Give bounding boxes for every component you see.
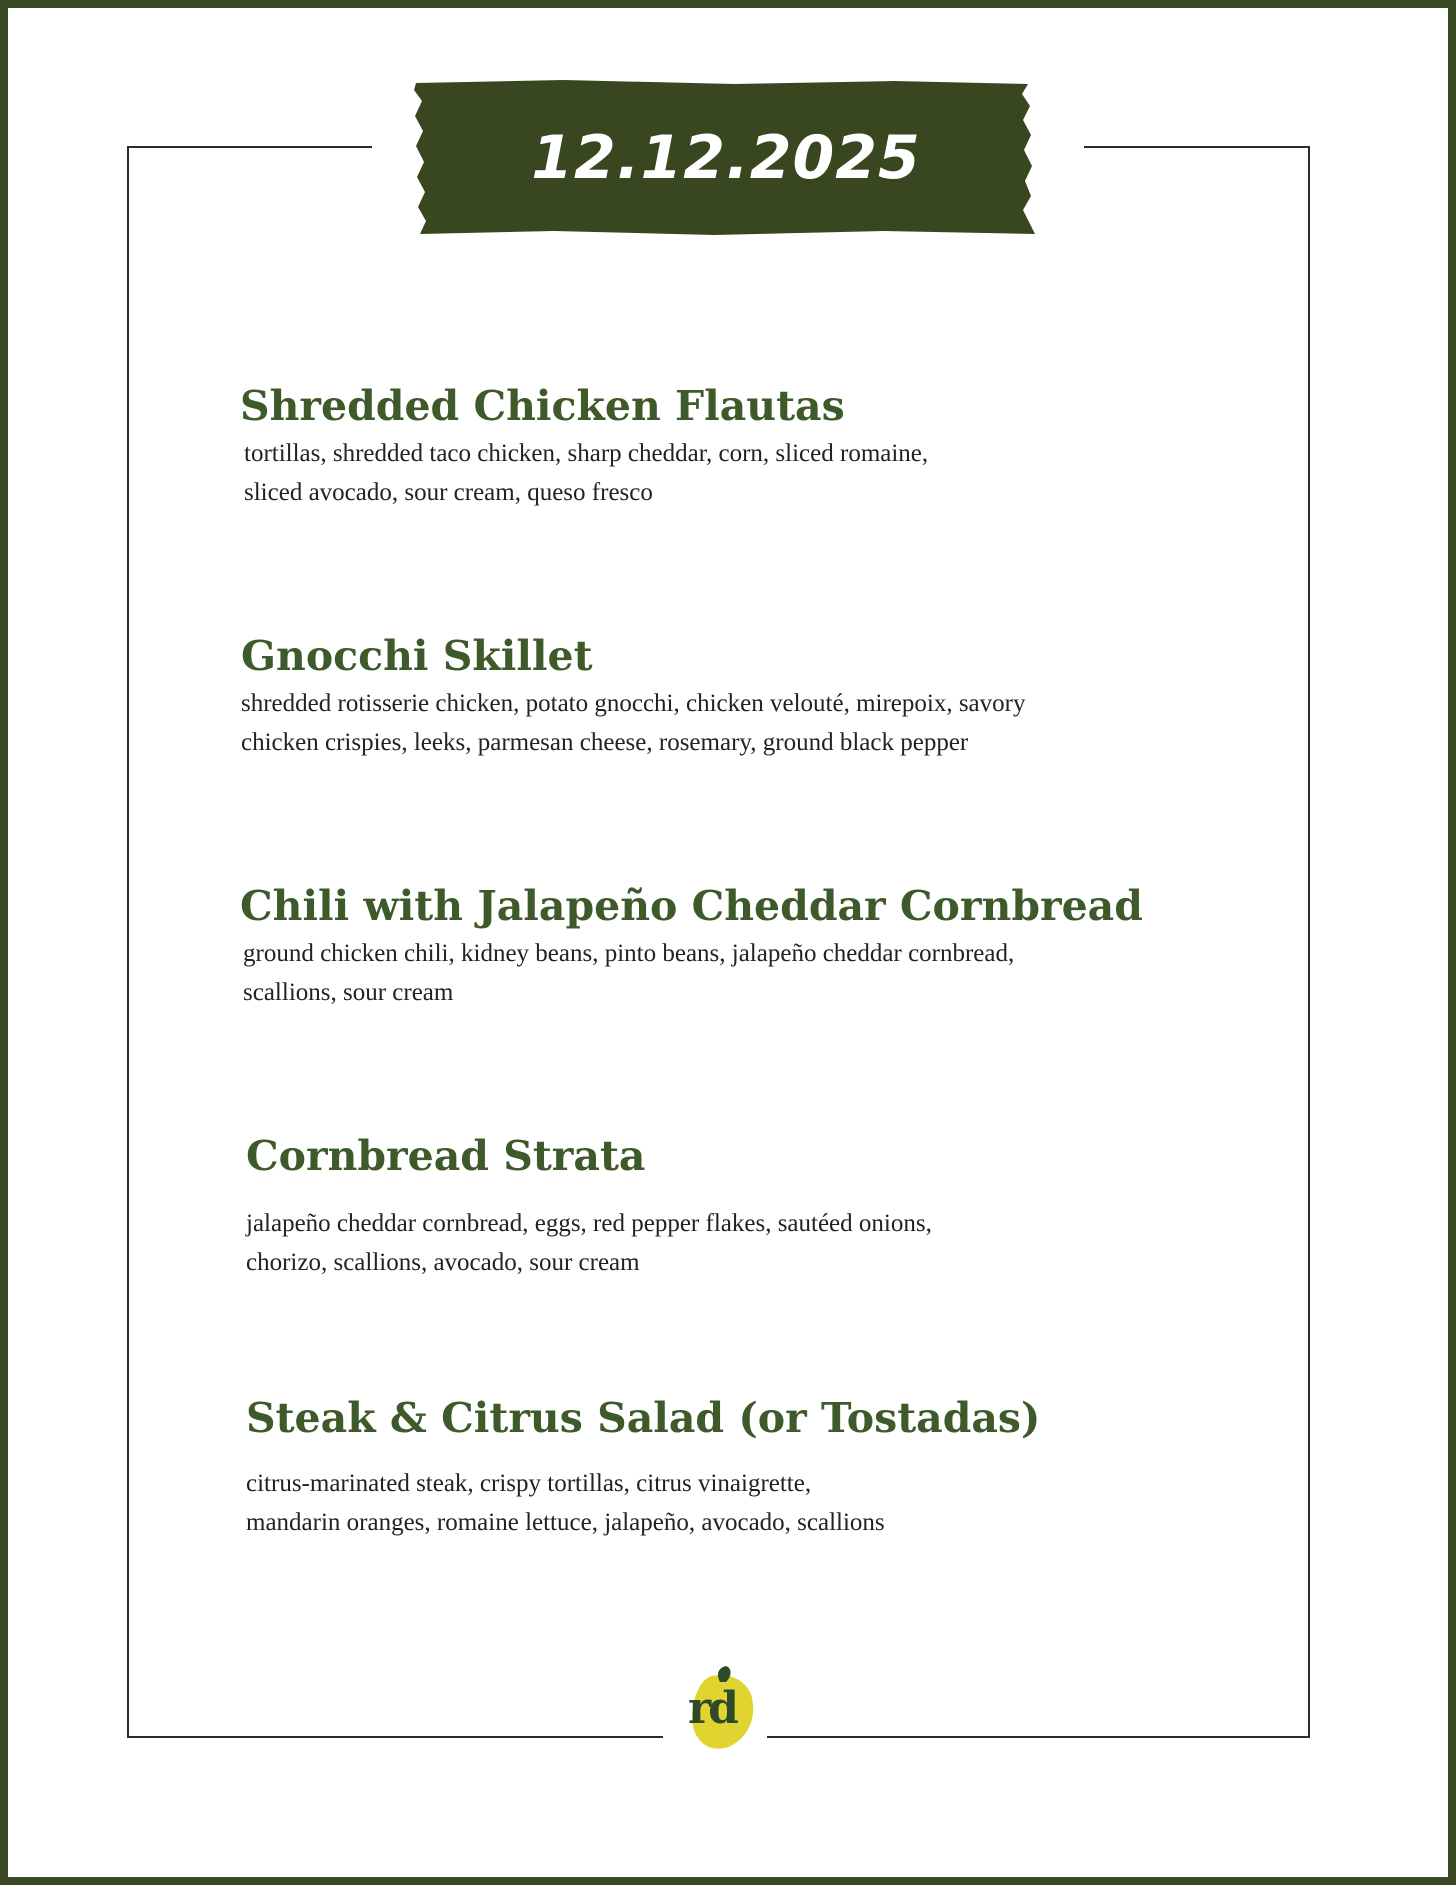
menu-item-strata xyxy=(246,1130,1206,1282)
dish-ingredients xyxy=(240,934,1200,1012)
ingredients-line-1: citrus-marinated steak, crispy tortillas, citrus vinaigrette, xyxy=(246,1470,812,1497)
dish-title: Cornbread Strata xyxy=(246,1132,646,1180)
frame-left-line xyxy=(127,146,129,1738)
dish-title: Shredded Chicken Flautas xyxy=(240,382,845,430)
logo-text: rd xyxy=(688,1683,736,1734)
ingredients-line-2: mandarin oranges, romaine lettuce, jalapeño, avocado, scallions xyxy=(246,1509,885,1536)
frame-bottom-left-line xyxy=(127,1736,663,1738)
date-banner xyxy=(414,80,1038,235)
ingredients-line-2: chicken crispies, leeks, parmesan cheese, rosemary, ground black pepper xyxy=(241,729,969,756)
dish-ingredients xyxy=(246,1204,1206,1282)
ingredients-line-2: sliced avocado, sour cream, queso fresco xyxy=(244,479,653,506)
menu-item-chili xyxy=(240,880,1200,1012)
dish-ingredients xyxy=(240,434,1200,512)
frame-top-right-line xyxy=(1084,146,1310,148)
menu-item-gnocchi xyxy=(241,630,1201,762)
frame-bottom-right-line xyxy=(767,1736,1310,1738)
ingredients-line-2: scallions, sour cream xyxy=(243,979,454,1006)
ingredients-line-2: chorizo, scallions, avocado, sour cream xyxy=(246,1249,640,1276)
dish-ingredients xyxy=(246,1464,1206,1542)
ingredients-line-1: ground chicken chili, kidney beans, pinto beans, jalapeño cheddar cornbread, xyxy=(243,940,1015,967)
frame-top-left-line xyxy=(127,146,372,148)
menu-item-steak-salad xyxy=(246,1392,1206,1542)
menu-item-flautas xyxy=(240,380,1200,512)
frame-right-line xyxy=(1308,146,1310,1738)
dish-title: Chili with Jalapeño Cheddar Cornbread xyxy=(240,882,1143,930)
brand-logo xyxy=(676,1664,762,1754)
menu-date: 12.12.2025 xyxy=(531,122,921,193)
ingredients-line-1: tortillas, shredded taco chicken, sharp cheddar, corn, sliced romaine, xyxy=(244,440,929,467)
dish-ingredients xyxy=(241,684,1201,762)
dish-title: Steak & Citrus Salad (or Tostadas) xyxy=(246,1394,1041,1442)
dish-title: Gnocchi Skillet xyxy=(241,632,593,680)
ingredients-line-1: shredded rotisserie chicken, potato gnocchi, chicken velouté, mirepoix, savory xyxy=(241,690,1026,717)
ingredients-line-1: jalapeño cheddar cornbread, eggs, red pepper flakes, sautéed onions, xyxy=(246,1210,932,1237)
